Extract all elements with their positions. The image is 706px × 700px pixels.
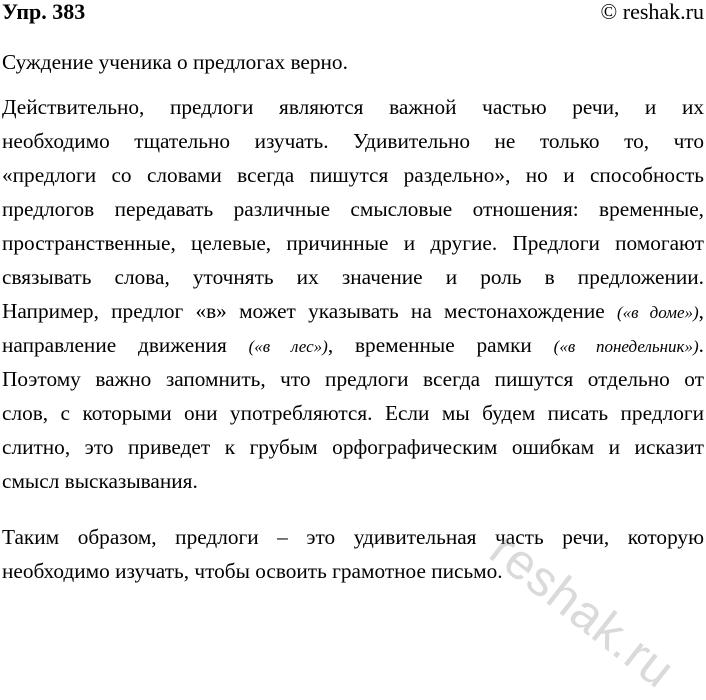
text-segment: , временные рамки [327,333,554,357]
text-line [2,522,704,552]
text-segment: предлогов передавать различные смысловые отношения: временные, [2,197,704,221]
text-line [2,398,704,428]
example-italic: («в понедельник») [553,337,699,356]
text-segment: смысл высказывания. [2,469,198,493]
text-segment: необходимо изучать, чтобы освоить грамотное письмо. [2,559,503,583]
text-segment: Суждение ученика о предлогах верно. [2,50,348,74]
text-segment: Таким образом, предлоги – это удивительная часть речи, которую [2,525,704,549]
text-line [2,262,704,292]
text-segment: пространственные, целевые, причинные и другие. Предлоги помогают [2,231,704,255]
example-italic: («в доме») [616,303,699,322]
text-segment: Поэтому важно запомнить, что предлоги всегда пишутся отдельно от [2,367,704,391]
text-line [2,296,704,328]
text-segment: связывать слова, уточнять их значение и роль в предложении. [2,265,704,289]
text-line [2,47,704,77]
text-segment: направление движения [2,333,249,357]
text-segment: «предлоги со словами всегда пишутся раздельно», но и способность [2,163,704,187]
text-line [2,228,704,258]
text-segment: . [698,333,704,357]
text-line [2,126,704,156]
watermark-logo: reshak.ru [479,520,686,699]
exercise-title: Упр. 383 [2,0,86,24]
text-segment: Например, предлог «в» может указывать на местонахождение [2,299,617,323]
text-segment: , [698,299,704,323]
copyright-label: © reshak.ru [600,0,704,24]
text-line [2,330,704,362]
text-segment: Действительно, предлоги являются важной частью речи, и их [2,95,704,119]
example-italic: («в лес») [248,337,328,356]
text-line [2,194,704,224]
text-line [2,160,704,190]
text-segment: необходимо тщательно изучать. Удивительно не только то, что [2,129,704,153]
text-line [2,92,704,122]
text-segment: слов, с которыми они употребляются. Если мы будем писать предлоги [2,401,704,425]
text-line [2,432,704,462]
text-line [2,364,704,394]
text-segment: слитно, это приведет к грубым орфографическим ошибкам и исказит [2,435,704,459]
text-line [2,556,704,586]
text-line [2,466,704,496]
